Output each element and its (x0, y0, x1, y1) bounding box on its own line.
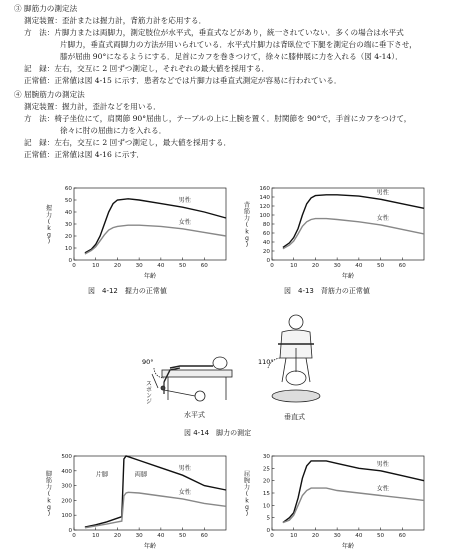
s3-device: 測定装置：歪計または握力計，背筋力計を応用する． (24, 16, 207, 25)
series-label: 男性 (376, 189, 389, 197)
x-tick-label: 20 (113, 533, 121, 539)
series-line-female (85, 225, 226, 254)
x-tick-label: 30 (135, 533, 143, 539)
horizontal-method-label: 水平式 (184, 411, 205, 419)
x-tick-label: 10 (290, 263, 298, 269)
s3-record: 記 録：左右，交互に 2 回ずつ測定し，それぞれの最大値を採用する． (24, 64, 270, 73)
series-label: 女性 (376, 214, 389, 222)
plot-frame (272, 188, 424, 260)
y-tick-label: 40 (64, 210, 72, 216)
section-3-heading: ③ 脚筋力の測定法 (14, 4, 78, 13)
y-tick-label: 15 (262, 491, 270, 497)
y-tick-label: 5 (266, 515, 270, 522)
series-label: 男性 (178, 197, 191, 205)
y-tick-label: 0 (68, 258, 72, 264)
x-tick-label: 50 (179, 263, 187, 269)
y-tick-label: 60 (262, 231, 270, 237)
arm-flexion-chart (238, 452, 428, 550)
s4-device: 測定装置：握力計，歪計などを用いる． (24, 102, 161, 111)
series-line-female (283, 488, 424, 522)
y-axis-label: 握力( k g ) (45, 205, 53, 246)
annotation-single-leg: 片脚 (95, 471, 109, 479)
y-tick-label: 140 (259, 195, 270, 201)
leg-strength-measurement-illustration (140, 308, 340, 418)
x-tick-label: 0 (270, 263, 274, 269)
s3-method-line1: 方 法：片脚力または両脚力，測定肢位が水平式，垂直式などがあり，統一されていない．多くの場合は水平式 (24, 28, 404, 37)
x-tick-label: 20 (311, 533, 319, 539)
y-tick-label: 160 (259, 186, 270, 192)
annotation-both-legs: 両脚 (134, 471, 148, 479)
y-tick-label: 100 (259, 213, 270, 219)
series-label: 男性 (376, 460, 389, 468)
sponge-label: スポンジ (144, 380, 152, 404)
plot-frame (74, 456, 226, 530)
y-tick-label: 120 (259, 204, 270, 210)
x-tick-label: 50 (377, 533, 385, 539)
y-tick-label: 10 (64, 246, 72, 252)
y-tick-label: 0 (266, 528, 270, 534)
y-tick-label: 400 (61, 468, 72, 475)
y-tick-label: 50 (64, 198, 72, 204)
horizontal-method-drawing (152, 357, 232, 401)
x-axis-label: 年齢 (143, 543, 157, 550)
y-tick-label: 200 (61, 498, 72, 505)
x-tick-label: 20 (311, 263, 319, 269)
figure-4-13-caption: 図 4-13 背筋力の正常値 (284, 287, 370, 295)
x-tick-label: 0 (72, 533, 76, 539)
x-tick-label: 40 (355, 263, 363, 269)
s3-method-line2: 片脚力，垂直式両脚力の方法が用いられている．水平式片脚力は背臥位で下腿を測定台の端に垂下させ， (60, 40, 417, 49)
x-tick-label: 40 (157, 263, 165, 269)
figure-4-12-caption: 図 4-12 握力の正常値 (88, 287, 167, 295)
series-label: 男性 (178, 465, 191, 473)
y-tick-label: 0 (266, 258, 270, 264)
y-tick-label: 25 (262, 466, 270, 473)
series-label: 女性 (178, 488, 191, 496)
x-tick-label: 10 (290, 533, 298, 539)
x-tick-label: 30 (333, 263, 341, 269)
x-tick-label: 40 (157, 533, 165, 539)
y-axis-label: 脚筋力( k g ) (45, 470, 53, 518)
angle-110-label: 110° (258, 358, 274, 366)
x-tick-label: 50 (179, 533, 187, 539)
x-tick-label: 30 (135, 263, 143, 269)
x-tick-label: 10 (92, 533, 100, 539)
y-tick-label: 0 (68, 528, 72, 534)
y-tick-label: 20 (64, 234, 72, 240)
grip-strength-chart (40, 184, 230, 280)
y-tick-label: 100 (61, 513, 72, 520)
series-line-male (85, 456, 226, 527)
s3-normal: 正常値：正常値は図 4-15 に示す．患者などでは片脚力は垂直式測定が容易に行われている． (24, 76, 342, 85)
s4-normal: 正常値：正常値は図 4-16 に示す． (24, 150, 144, 159)
y-tick-label: 300 (61, 483, 72, 490)
x-tick-label: 60 (398, 263, 406, 269)
y-tick-label: 60 (64, 186, 72, 192)
x-axis-label: 年齢 (341, 543, 355, 550)
y-tick-label: 80 (262, 222, 270, 228)
figure-4-14-caption: 図 4-14 脚力の測定 (184, 429, 252, 437)
y-tick-label: 30 (262, 454, 270, 460)
y-tick-label: 500 (61, 454, 72, 460)
plot-frame (74, 188, 226, 260)
s3-method-line3: 膝が屈曲 90°になるようにする．足首にカフを巻きつけて，徐々に膝伸展に力を入れる（図 4-14）． (60, 52, 403, 61)
y-tick-label: 30 (64, 222, 72, 228)
x-axis-label: 年齢 (341, 273, 355, 280)
x-axis-label: 年齢 (143, 273, 157, 280)
leg-strength-chart (40, 452, 230, 550)
series-label: 女性 (376, 485, 389, 493)
vertical-method-label: 垂直式 (284, 413, 305, 421)
vertical-method-drawing (268, 315, 320, 402)
x-tick-label: 40 (355, 533, 363, 539)
section-4-heading: ④ 屈腕筋力の測定法 (14, 90, 85, 99)
angle-90-label: 90° (142, 358, 154, 366)
series-line-female (283, 219, 424, 249)
x-tick-label: 0 (270, 533, 274, 539)
s4-method-line2: 徐々に肘の屈曲に力を入れる． (60, 126, 167, 135)
plot-frame (272, 456, 424, 530)
x-tick-label: 50 (377, 263, 385, 269)
s4-record: 記 録：左右，交互に 2 回ずつ測定し，最大値を採用する． (24, 138, 232, 147)
x-tick-label: 60 (200, 263, 208, 269)
y-tick-label: 20 (262, 249, 270, 255)
x-tick-label: 30 (333, 533, 341, 539)
s4-method-line1: 方 法：椅子坐位にて，肩関節 90°屈曲し，テーブルの上に上腕を置く．肘関節を 90°で，手首にカフをつけて， (24, 114, 412, 123)
x-tick-label: 60 (200, 533, 208, 539)
y-axis-label: 背筋力( k g ) (243, 201, 251, 249)
x-tick-label: 20 (113, 263, 121, 269)
x-tick-label: 10 (92, 263, 100, 269)
x-tick-label: 60 (398, 533, 406, 539)
series-label: 女性 (178, 218, 191, 226)
back-strength-chart (238, 184, 428, 280)
x-tick-label: 0 (72, 263, 76, 269)
y-tick-label: 40 (262, 240, 270, 246)
y-axis-label: 屈腕力( k g ) (243, 470, 251, 518)
y-tick-label: 20 (262, 478, 270, 485)
y-tick-label: 10 (262, 503, 270, 510)
